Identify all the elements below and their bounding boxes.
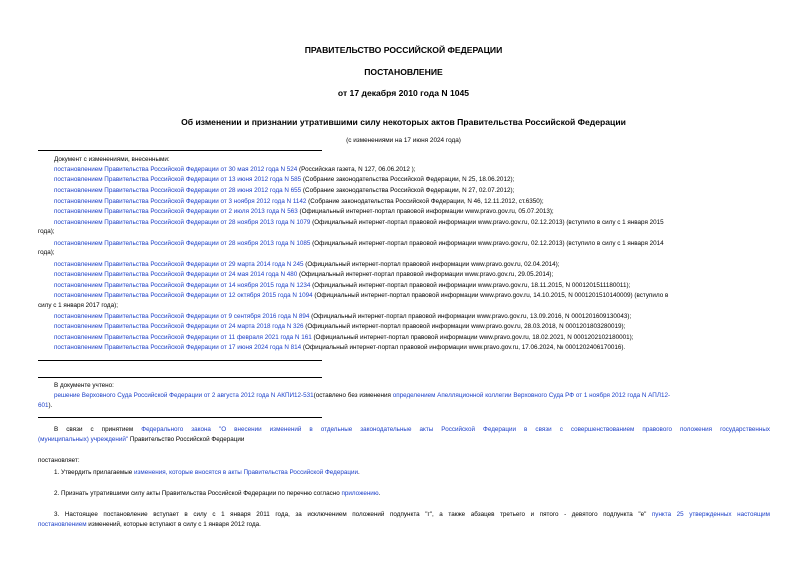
amendment-link[interactable]: постановлением Правительства Российской Федерации от 28 ноября 2013 года N 1085 xyxy=(54,240,311,247)
considered-line-continuation: 601). xyxy=(38,402,53,409)
amendment-link[interactable]: постановлением Правительства Российской Федерации от 2 июля 2013 года N 563 xyxy=(54,208,298,215)
amendment-link[interactable]: постановлением Правительства Российской Федерации от 14 ноября 2015 года N 1234 xyxy=(54,282,311,289)
court-decision-link[interactable]: решение Верховного Суда Российской Федерации от 2 августа 2012 года N АКПИ12-531 xyxy=(54,392,314,399)
appeal-ruling-link-continuation[interactable]: 601 xyxy=(38,402,49,409)
amendment-item: постановлением Правительства Российской Федерации от 30 мая 2012 года N 524 (Российская газета, N 127, 06.06.2012 ); xyxy=(54,166,416,173)
amendments-appendix-link[interactable]: изменения, которые вносятся в акты Правительства Российской Федерации xyxy=(134,469,358,476)
amendment-link[interactable]: постановлением Правительства Российской Федерации от 17 июня 2024 года N 814 xyxy=(54,344,302,351)
amendment-item-continuation: года); xyxy=(38,249,55,256)
amendment-item: постановлением Правительства Российской Федерации от 17 июня 2024 года N 814 (Официальный интернет-портал правовой информации www.pravo.gov.ru, 17.06.2024, № 0001202406170016). xyxy=(54,344,626,351)
federal-law-link[interactable]: Федерального закона "О внесении изменений в отдельные законодательные акты Российской Федерации в связи с совершенствованием правового положения государственных xyxy=(141,426,770,433)
amendment-link[interactable]: постановлением Правительства Российской Федерации от 24 марта 2018 года N 326 xyxy=(54,323,304,330)
amendment-link[interactable]: постановлением Правительства Российской Федерации от 11 февраля 2021 года N 161 xyxy=(54,334,312,341)
considered-line: решение Верховного Суда Российской Федерации от 2 августа 2012 года N АКПИ12-531(оставлено без изменения определением Апелляционной коллегии Верховного Суда РФ от 1 ноября 2012 года N АПЛ12- xyxy=(54,392,671,399)
amendment-item: постановлением Правительства Российской Федерации от 14 ноября 2015 года N 1234 (Официальный интернет-портал правовой информации www.pravo.gov.ru, 18.11.2015, N 0001201511180011); xyxy=(54,282,631,289)
amendment-item: постановлением Правительства Российской Федерации от 24 марта 2018 года N 326 (Официальный интернет-портал правовой информации www.pravo.gov.ru, 28.03.2018, N 0001201803280019); xyxy=(54,323,626,330)
amendment-item: постановлением Правительства Российской Федерации от 3 ноября 2012 года N 1142 (Собрание законодательства Российской Федерации, N 46, 12.11.2012, ст.6350); xyxy=(54,198,544,205)
appeal-ruling-link[interactable]: определением Апелляционной коллегии Верховного Суда РФ от 1 ноября 2012 года N АПЛ12- xyxy=(392,392,671,399)
amendment-item-continuation: года); xyxy=(38,228,55,235)
amendment-link[interactable]: постановлением Правительства Российской Федерации от 9 сентября 2016 года N 894 xyxy=(54,313,310,320)
amendment-item: постановлением Правительства Российской Федерации от 13 июня 2012 года N 585 (Собрание законодательства Российской Федерации, N 25, 18.06.2012); xyxy=(54,176,515,183)
amendment-item: постановлением Правительства Российской Федерации от 28 ноября 2013 года N 1085 (Официальный интернет-портал правовой информации www.pravo.gov.ru, 02.12.2013) (вступило в силу с 1 января 2014 xyxy=(54,240,664,247)
amendment-link[interactable]: постановлением Правительства Российской Федерации от 3 ноября 2012 года N 1142 xyxy=(54,198,307,205)
amendment-item: постановлением Правительства Российской Федерации от 11 февраля 2021 года N 161 (Официальный интернет-портал правовой информации www.pravo.gov.ru, 18.02.2021, N 0001202102180001); xyxy=(54,334,634,341)
amendment-item: постановлением Правительства Российской Федерации от 24 мая 2014 года N 480 (Официальный интернет-портал правовой информации www.pravo.gov.ru, 29.05.2014); xyxy=(54,271,554,278)
considered-intro: В документе учтено: xyxy=(54,382,114,389)
document-type-heading: ПОСТАНОВЛЕНИЕ xyxy=(364,67,443,77)
amendment-item: постановлением Правительства Российской Федерации от 9 сентября 2016 года N 894 (Официальный интернет-портал правовой информации www.pravo.gov.ru, 13.09.2016, N 0001201609130043); xyxy=(54,313,632,320)
item-2: 2. Признать утратившими силу акты Правительства Российской Федерации по перечню согласно приложению. xyxy=(54,490,381,497)
divider-considered-bottom xyxy=(38,417,322,418)
annex-link[interactable]: приложению xyxy=(341,490,379,497)
amendment-item-continuation: силу с 1 января 2017 года); xyxy=(38,302,118,309)
amendments-intro: Документ с изменениями, внесенными: xyxy=(54,156,170,163)
clause-25-link[interactable]: пункта 25 утвержденных настоящим xyxy=(651,511,770,518)
amendment-item: постановлением Правительства Российской Федерации от 12 октября 2015 года N 1094 (Официальный интернет-портал правовой информации www.pravo.gov.ru, 14.10.2015, N 0001201510140009) (вступило в xyxy=(54,292,669,299)
amendment-link[interactable]: постановлением Правительства Российской Федерации от 29 марта 2014 года N 245 xyxy=(54,261,304,268)
amendment-link[interactable]: постановлением Правительства Российской Федерации от 13 июня 2012 года N 585 xyxy=(54,176,302,183)
preamble-line-1: В связи с принятием Федерального закона "О внесении изменений в отдельные законодательные акты Российской Федерации в связи с совершенствованием правового положения государственных xyxy=(54,426,770,433)
resolves-text: постановляет: xyxy=(38,457,80,464)
edition-note: (с изменениями на 17 июня 2024 года) xyxy=(346,137,461,144)
divider-middle xyxy=(38,360,322,361)
amendment-link[interactable]: постановлением Правительства Российской Федерации от 28 ноября 2013 года N 1079 xyxy=(54,219,311,226)
amendment-link[interactable]: постановлением Правительства Российской Федерации от 24 мая 2014 года N 480 xyxy=(54,271,298,278)
amendment-link[interactable]: постановлением Правительства Российской Федерации от 28 июня 2012 года N 655 xyxy=(54,187,302,194)
date-number-heading: от 17 декабря 2010 года N 1045 xyxy=(337,88,470,98)
amendment-item: постановлением Правительства Российской Федерации от 28 ноября 2013 года N 1079 (Официальный интернет-портал правовой информации www.pravo.gov.ru, 02.12.2013) (вступило в силу с 1 января 2015 xyxy=(54,219,664,226)
amendment-item: постановлением Правительства Российской Федерации от 29 марта 2014 года N 245 (Официальный интернет-портал правовой информации www.pravo.gov.ru, 02.04.2014); xyxy=(54,261,560,268)
item-1: 1. Утвердить прилагаемые изменения, которые вносятся в акты Правительства Российской Федерации. xyxy=(54,469,360,476)
amendment-link[interactable]: постановлением Правительства Российской Федерации от 12 октября 2015 года N 1094 xyxy=(54,292,313,299)
preamble-line-2: (муниципальных) учреждений" Правительство Российской Федерации xyxy=(38,436,245,443)
item-3-line-1: 3. Настоящее постановление вступает в силу с 1 января 2011 года, за исключением положений подпункта "г", а также абзацев третьего и пятого - девятого подпункта "е" пункта 25 утвержденных настоящим xyxy=(54,511,770,518)
document-title: Об изменении и признании утратившими силу некоторых актов Правительства Российской Федерации xyxy=(181,117,626,127)
amendment-item: постановлением Правительства Российской Федерации от 28 июня 2012 года N 655 (Собрание законодательства Российской Федерации, N 27, 02.07.2012); xyxy=(54,187,515,194)
clause-25-link-continuation[interactable]: постановлением xyxy=(38,521,87,528)
amendment-item: постановлением Правительства Российской Федерации от 2 июля 2013 года N 563 (Официальный интернет-портал правовой информации www.pravo.gov.ru, 05.07.2013); xyxy=(54,208,554,215)
government-heading: ПРАВИТЕЛЬСТВО РОССИЙСКОЙ ФЕДЕРАЦИИ xyxy=(304,45,503,55)
amendment-link[interactable]: постановлением Правительства Российской Федерации от 30 мая 2012 года N 524 xyxy=(54,166,298,173)
divider-top xyxy=(38,150,322,151)
item-3-line-2: постановлением изменений, которые вступают в силу с 1 января 2012 года. xyxy=(38,521,261,528)
divider-considered-top xyxy=(38,377,322,378)
federal-law-link-continuation[interactable]: (муниципальных) учреждений" xyxy=(38,436,129,443)
